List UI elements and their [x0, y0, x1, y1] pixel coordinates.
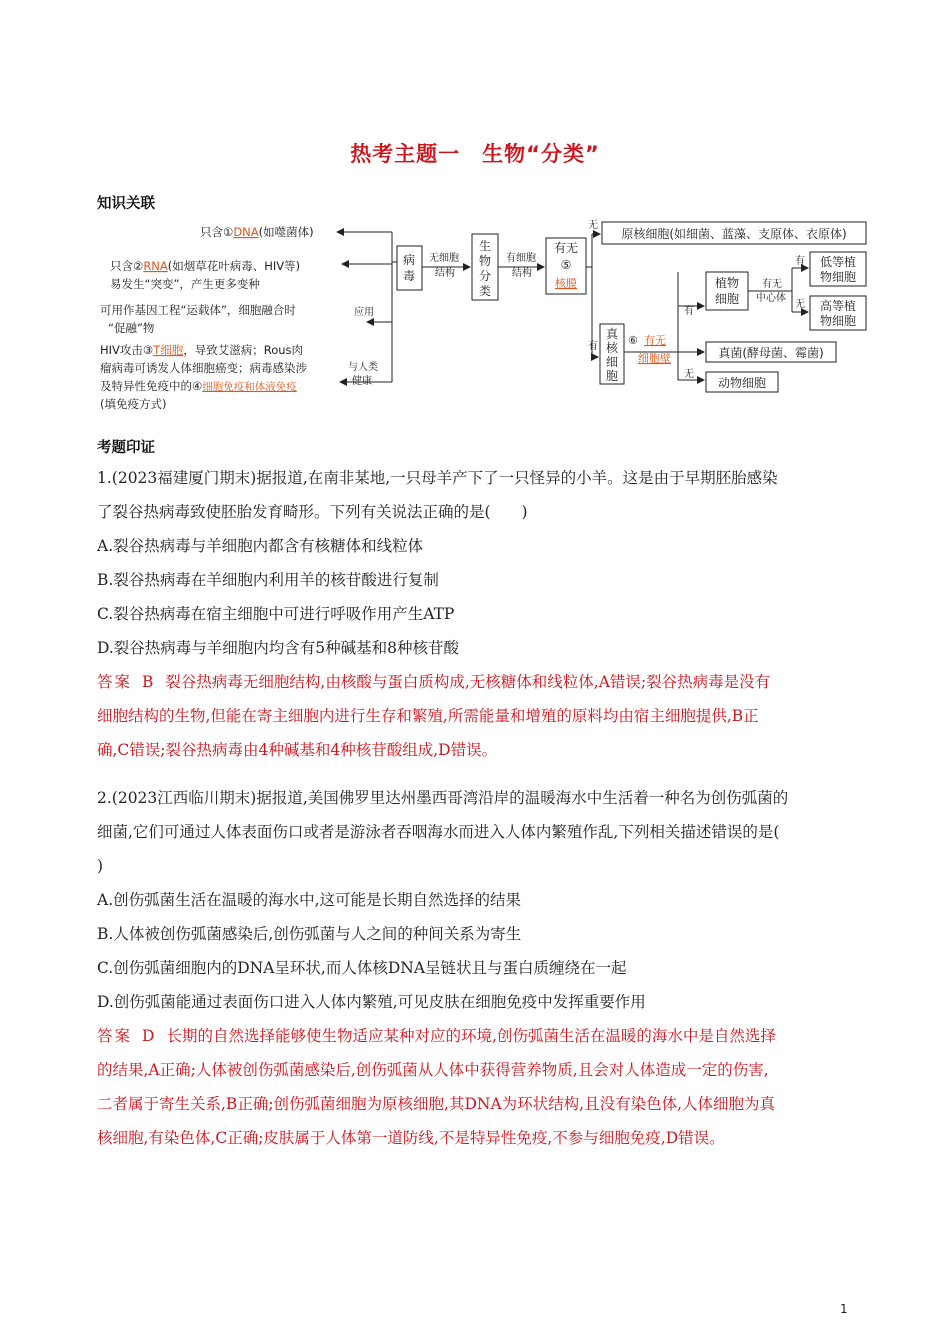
wall-q-prefix: ⑥ [628, 334, 638, 347]
question-1 [97, 461, 857, 767]
page-title: 热考主题一 生物“分类” [350, 142, 600, 166]
nucleus-q-1: 有无 [553, 241, 579, 255]
virus-char-2: 毒 [402, 269, 416, 283]
label-no-cell-2: 结构 [435, 268, 455, 279]
question-2 [97, 781, 857, 1155]
biology-char-1: 生 [478, 239, 492, 253]
option-b: B.裂谷热病毒在羊细胞内利用羊的核苷酸进行复制 [97, 571, 439, 589]
animal-label: 动物细胞 [717, 376, 767, 390]
application-line-1: 可用作基因工程“运载体”，细胞融合时 [100, 303, 296, 317]
plant-cell-1: 植物 [714, 276, 740, 290]
label-has-2: 有 [684, 306, 694, 317]
biology-char-3: 分 [478, 269, 492, 283]
label-has-3: 有 [795, 256, 805, 267]
nucleus-q-2: ⑤ [560, 258, 572, 272]
plant-cell-2: 细胞 [714, 292, 740, 306]
answer-label: 答案 [97, 673, 133, 691]
answer-key: B [142, 673, 156, 691]
biology-char-4: 类 [478, 284, 492, 298]
question-stem: 2.(2023江西临川期末)据报道,美国佛罗里达州墨西哥湾沿岸的温暖海水中生活着一种名为创伤弧菌的 [97, 789, 789, 807]
answer-label: 答案 [97, 1027, 133, 1045]
health-line-4: (填免疫方式) [100, 397, 167, 411]
question-stem: ) [97, 857, 104, 875]
label-apply: 应用 [354, 307, 374, 318]
higher-plant-2: 物细胞 [819, 314, 857, 328]
option-c: C.创伤弧菌细胞内的DNA呈环状,而人体核DNA呈链状且与蛋白质缠绕在一起 [97, 959, 627, 977]
option-c: C.裂谷热病毒在宿主细胞中可进行呼吸作用产生ATP [97, 605, 455, 623]
explanation: 核细胞,有染色体,C正确;皮肤属于人体第一道防线,不是特异性免疫,不参与细胞免疫,D错误。 [97, 1129, 725, 1147]
lower-plant-1: 低等植 [819, 255, 857, 269]
answer-key: D [142, 1027, 157, 1045]
rna-line: 只含②RNA(如烟草花叶病毒、HIV等) [110, 259, 301, 273]
classification-diagram [92, 212, 882, 412]
question-stem: 1.(2023福建厦门期末)据报道,在南非某地,一只母羊产下了一只怪异的小羊。这是由于早期胚胎感染 [97, 469, 778, 487]
question-stem: 细菌,它们可通过人体表面伤口或者是游泳者吞咽海水而进入人体内繁殖作乱,下列相关描述错误的是( [97, 823, 780, 841]
explanation: 细胞结构的生物,但能在寄主细胞内进行生存和繁殖,所需能量和增殖的原料均由宿主细胞提供,B正 [97, 707, 759, 725]
biology-char-2: 物 [478, 254, 492, 268]
label-health-2: 健康 [352, 376, 372, 387]
option-d: D.创伤弧菌能通过表面伤口进入人体内繁殖,可见皮肤在细胞免疫中发挥重要作用 [97, 993, 646, 1011]
nucleus-fill: 核膜 [555, 277, 577, 290]
explanation: 长期的自然选择能够使生物适应某种对应的环境,创伤弧菌生活在温暖的海水中是自然选择 [166, 1027, 776, 1045]
label-none-2: 无 [684, 369, 694, 380]
explanation: 二者属于寄生关系,B正确;创伤弧菌细胞为原核细胞,其DNA为环状结构,且没有染色体,人体细胞为真 [97, 1095, 776, 1113]
answer-line [97, 1019, 857, 1053]
option-b: B.人体被创伤弧菌感染后,创伤弧菌与人之间的种间关系为寄生 [97, 925, 522, 943]
wall-q-fill-1: 有无 [644, 334, 666, 347]
eukaryote-char-2: 核 [605, 341, 619, 355]
label-none-3: 无 [795, 299, 805, 310]
label-has-1: 有 [588, 341, 598, 352]
higher-plant-1: 高等植 [819, 299, 857, 313]
question-stem: 了裂谷热病毒致使胚胎发育畸形。下列有关说法正确的是( ) [97, 503, 528, 521]
fungi-label: 真菌(酵母菌、霉菌) [718, 346, 824, 360]
section-heading-exam: 考题印证 [97, 440, 155, 456]
rna-line-2: 易发生“突变”，产生更多变种 [110, 277, 260, 291]
eukaryote-char-4: 胞 [605, 369, 619, 383]
eukaryote-char-3: 细 [605, 355, 619, 369]
wall-q-fill-2: 细胞壁 [638, 352, 671, 365]
eukaryote-char-1: 真 [605, 327, 619, 341]
health-line-2: 瘤病毒可诱发人体细胞癌变；病毒感染涉 [100, 361, 307, 375]
virus-char-1: 病 [402, 253, 416, 267]
prokaryote-label: 原核细胞(如细菌、蓝藻、支原体、衣原体) [621, 227, 847, 241]
label-none-1: 无 [588, 220, 598, 231]
label-centriole-2: 中心体 [756, 293, 786, 304]
explanation: 裂谷热病毒无细胞结构,由核酸与蛋白质构成,无核糖体和线粒体,A错误;裂谷热病毒是没有 [165, 673, 771, 691]
explanation: 的结果,A正确;人体被创伤弧菌感染后,创伤弧菌从人体中获得营养物质,且会对人体造成一定的伤害, [97, 1061, 769, 1079]
explanation: 确,C错误;裂谷热病毒由4种碱基和4种核苷酸组成,D错误。 [97, 741, 498, 759]
label-has-cell-1: 有细胞 [506, 253, 536, 264]
application-line-2: “促融”物 [108, 321, 155, 335]
page-number: 1 [840, 1302, 848, 1316]
label-no-cell-1: 无细胞 [429, 253, 459, 264]
option-a: A.裂谷热病毒与羊细胞内都含有核糖体和线粒体 [97, 537, 424, 555]
lower-plant-2: 物细胞 [819, 270, 857, 284]
dna-line: 只含①DNA(如噬菌体) [200, 225, 314, 239]
health-line-3: 及特异性免疫中的④细胞免疫和体液免疫 [100, 379, 297, 393]
section-heading-knowledge: 知识关联 [97, 196, 155, 212]
label-health-1: 与人类 [348, 362, 378, 373]
option-a: A.创伤弧菌生活在温暖的海水中,这可能是长期自然选择的结果 [97, 891, 522, 909]
label-centriole-1: 有无 [762, 279, 782, 290]
option-d: D.裂谷热病毒与羊细胞内均含有5种碱基和8种核苷酸 [97, 639, 460, 657]
health-line-1: HIV攻击③T细胞，导致艾滋病；Rous肉 [100, 343, 304, 357]
answer-line [97, 665, 857, 699]
label-has-cell-2: 结构 [512, 268, 532, 279]
